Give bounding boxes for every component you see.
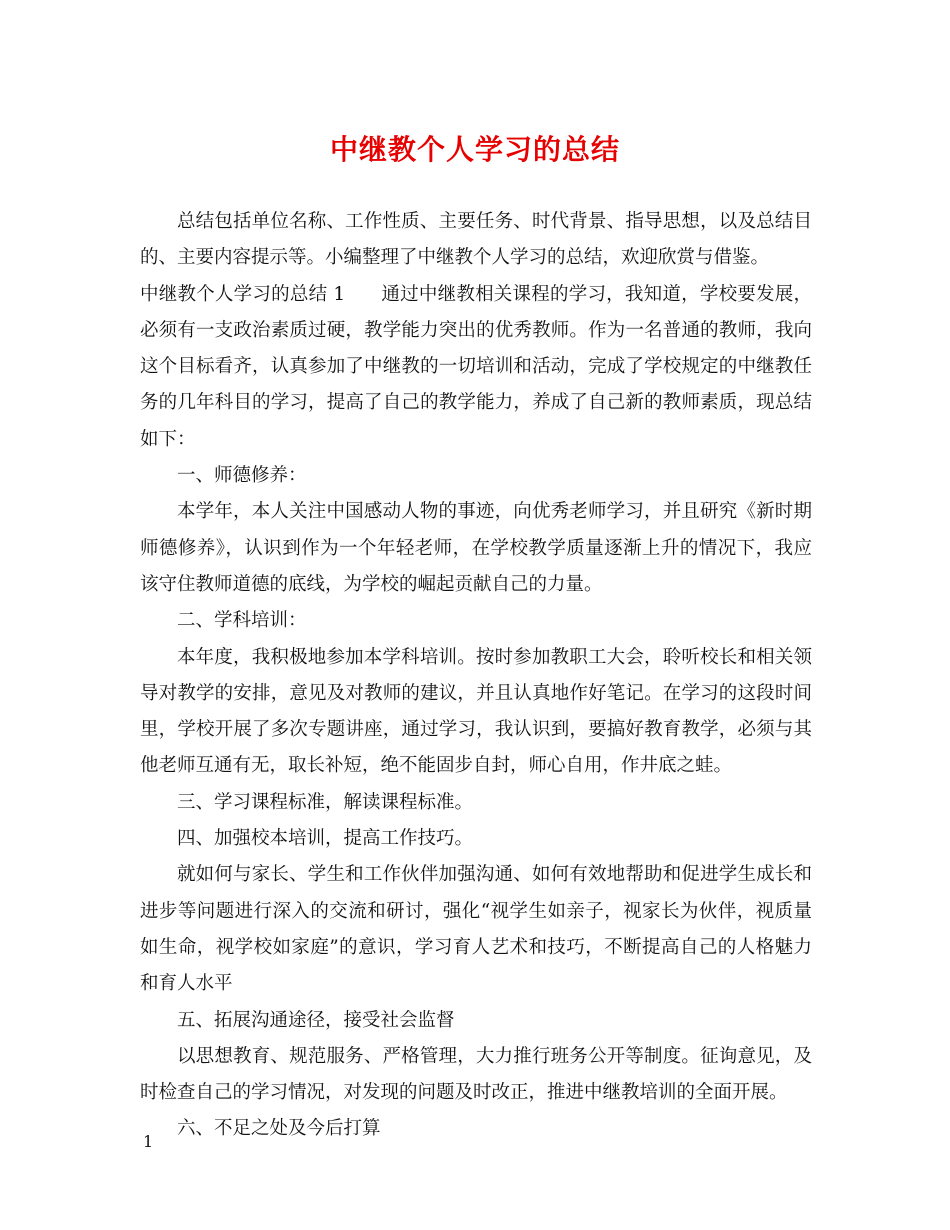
heading-4: 四、加强校本培训，提高工作技巧。 — [177, 828, 474, 850]
section-1-paragraph — [140, 277, 812, 458]
page-number: 1 — [143, 1132, 154, 1151]
paragraph-2: 本年度，我积极地参加本学科培训。按时参加教职工大会，聆听校长和相关领导对教学的安排，意见及对教师的建议，并且认真地作好笔记。在学习的这段时间里，学校开展了多次专题讲座，通过学习，我认识到，要搞好教育教学，必须与其他老师互通有无，取长补短，绝不能固步自封，师心自用，作井底之蛙。 — [140, 646, 812, 777]
document-body — [140, 204, 812, 1148]
paragraph-1: 本学年，本人关注中国感动人物的事迹，向优秀老师学习，并且研究《新时期师德修养》，认识到作为一个年轻老师，在学校教学质量逐渐上升的情况下，我应该守住教师道德的底线，为学校的崛起贡献自己的力量。 — [140, 501, 812, 595]
heading-2: 二、学科培训： — [177, 610, 307, 632]
heading-6: 六、不足之处及今后打算 — [177, 1118, 381, 1140]
paragraph-5: 以思想教育、规范服务、严格管理，大力推行班务公开等制度。征询意见，及时检查自己的学习情况，对发现的问题及时改正，推进中继教培训的全面开展。 — [140, 1045, 812, 1104]
paragraph-4: 就如何与家长、学生和工作伙伴加强沟通、如何有效地帮助和促进学生成长和进步等问题进行深入的交流和研讨，强化“视学生如亲子，视家长为伙伴，视质量如生命，视学校如家庭”的意识，学习育人艺术和技巧，不断提高自己的人格魅力和育人水平 — [140, 864, 812, 995]
section-1-opening: 通过中继教相关课程的学习，我知道，学校要发展，必须有一支政治素质过硬，教学能力突出的优秀教师。作为一名普通的教师，我向这个目标看齐，认真参加了中继教的一切培训和活动，完成了学校规定的中继教任务的几年科目的学习，提高了自己的教学能力，养成了自己新的教师素质，现总结如下： — [140, 283, 812, 450]
intro-paragraph: 总结包括单位名称、工作性质、主要任务、时代背景、指导思想，以及总结目的、主要内容提示等。小编整理了中继教个人学习的总结，欢迎欣赏与借鉴。 — [140, 211, 812, 269]
document-title: 中继教个人学习的总结 — [329, 133, 620, 166]
heading-5: 五、拓展沟通途径，接受社会监督 — [177, 1009, 455, 1031]
heading-3: 三、学习课程标准，解读课程标准。 — [177, 791, 474, 813]
section-1-heading: 中继教个人学习的总结 1 — [140, 283, 346, 305]
heading-1: 一、师德修养： — [177, 465, 307, 487]
